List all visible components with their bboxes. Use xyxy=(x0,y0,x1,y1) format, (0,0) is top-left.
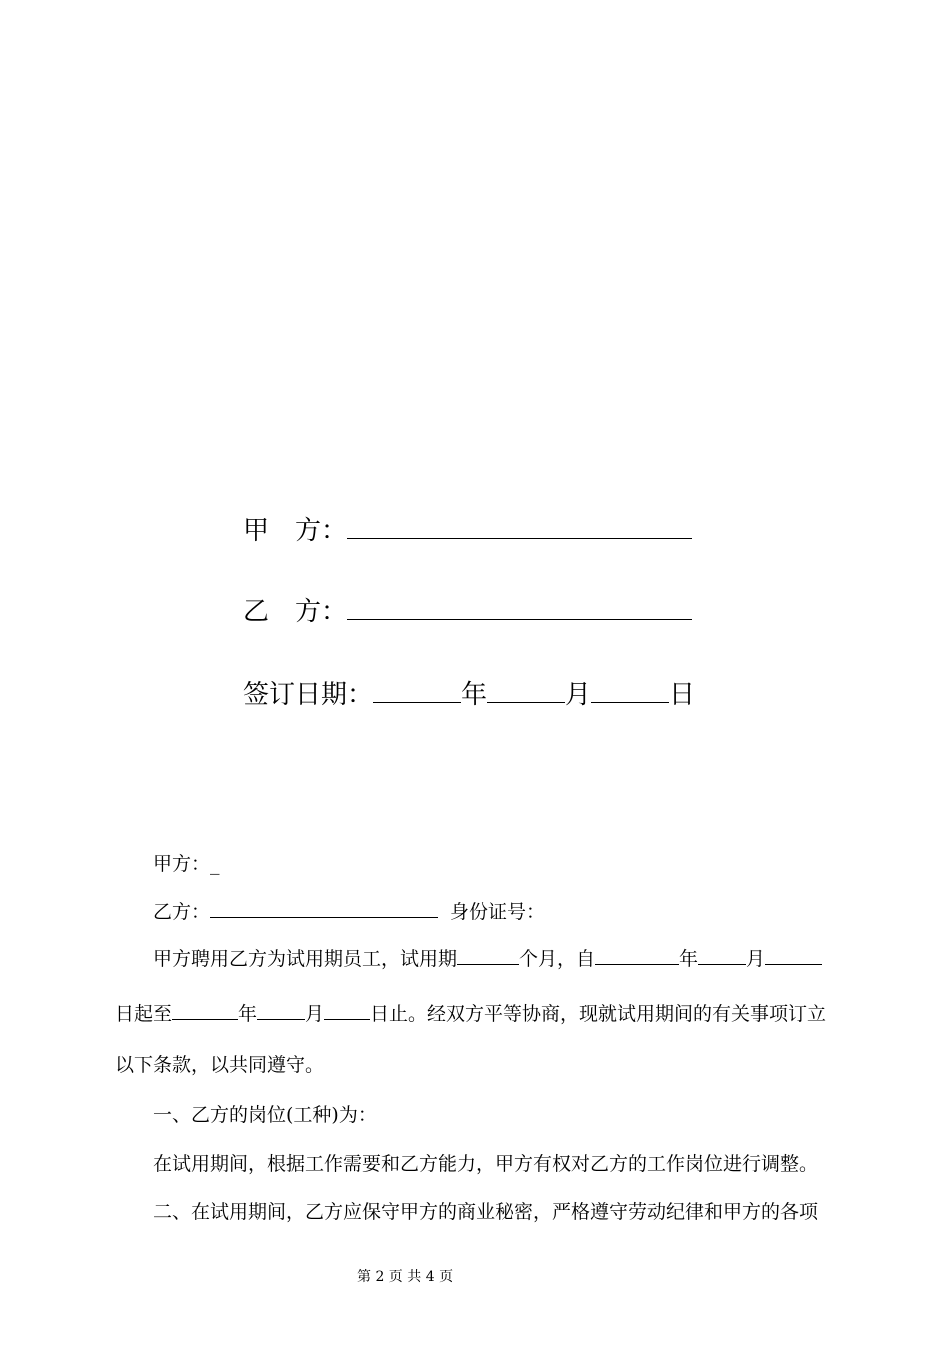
contract-party-a-blank[interactable]: _ xyxy=(210,853,220,875)
para1-text-a: 甲方聘用乙方为试用期员工，试用期 xyxy=(153,948,458,970)
signing-date-month-label: 月 xyxy=(565,680,592,710)
signing-date-label: 签订日期： xyxy=(243,680,374,710)
clause-2-start: 二、在试用期间，乙方应保守甲方的商业秘密，严格遵守劳动纪律和甲方的各项 xyxy=(153,1201,819,1223)
probation-months-blank[interactable] xyxy=(457,946,519,965)
party-a-signature-row xyxy=(243,516,692,546)
contract-party-b-line xyxy=(153,899,545,924)
start-day-blank[interactable] xyxy=(765,946,822,965)
signing-date-day-label: 日 xyxy=(669,680,696,710)
contract-party-b-blank[interactable] xyxy=(210,899,438,918)
signing-date-month-blank[interactable] xyxy=(487,680,565,703)
para2-month-label: 月 xyxy=(305,1003,325,1025)
signing-date-year-label: 年 xyxy=(461,680,488,710)
signing-date-day-blank[interactable] xyxy=(591,680,669,703)
paragraph-line-1 xyxy=(153,946,822,971)
end-month-blank[interactable] xyxy=(257,1001,305,1020)
page-number-footer: 第 2 页 共 4 页 xyxy=(357,1269,454,1285)
paragraph-line-3: 以下条款，以共同遵守。 xyxy=(115,1054,325,1076)
party-b-signature-label: 乙 方： xyxy=(243,597,348,627)
signing-date-year-blank[interactable] xyxy=(373,680,461,703)
party-b-signature-line[interactable] xyxy=(347,597,692,620)
end-year-blank[interactable] xyxy=(172,1001,238,1020)
id-number-label: 身份证号： xyxy=(450,901,546,923)
para1-month-label: 月 xyxy=(746,948,766,970)
para1-text-b: 个月，自 xyxy=(519,948,596,970)
contract-party-a-line xyxy=(153,852,220,876)
start-month-blank[interactable] xyxy=(698,946,746,965)
para2-year-label: 年 xyxy=(238,1003,258,1025)
para2-text-b: 日止。经双方平等协商，现就试用期间的有关事项订立 xyxy=(370,1003,827,1025)
party-a-signature-label: 甲 方： xyxy=(243,516,348,546)
para2-text-a: 日起至 xyxy=(115,1003,173,1025)
signing-date-row xyxy=(243,680,695,710)
paragraph-line-2 xyxy=(115,1001,826,1026)
party-b-signature-row xyxy=(243,597,692,627)
contract-party-b-label: 乙方： xyxy=(153,901,211,923)
party-a-signature-line[interactable] xyxy=(347,516,692,539)
end-day-blank[interactable] xyxy=(324,1001,370,1020)
para1-year-label: 年 xyxy=(679,948,699,970)
clause-1-title: 一、乙方的岗位(工种)为： xyxy=(153,1104,377,1126)
clause-1-body: 在试用期间，根据工作需要和乙方能力，甲方有权对乙方的工作岗位进行调整。 xyxy=(153,1153,819,1175)
start-year-blank[interactable] xyxy=(595,946,679,965)
contract-party-a-label: 甲方： xyxy=(153,853,211,875)
